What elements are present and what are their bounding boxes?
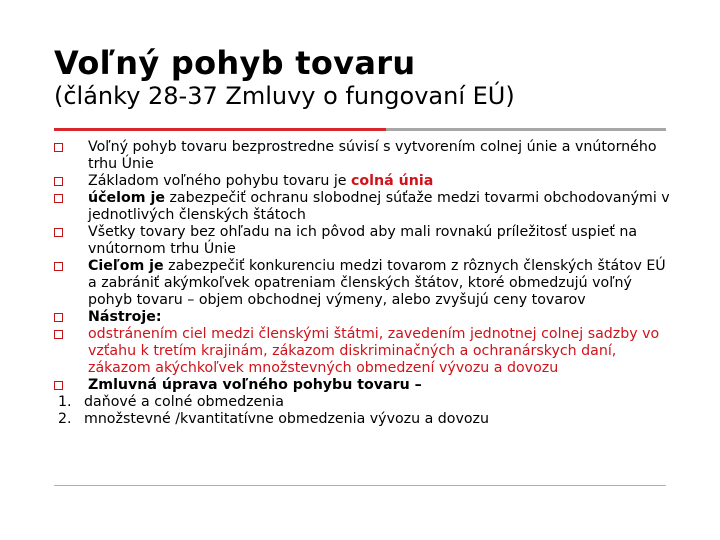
square-bullet-icon (54, 177, 63, 186)
item-bold-text: Cieľom je (88, 258, 164, 274)
list-item (54, 309, 674, 326)
item-bold-text: účelom je (88, 190, 165, 206)
square-bullet-icon (54, 194, 63, 203)
square-bullet-icon (54, 313, 63, 322)
list-item (54, 377, 674, 394)
list-item (54, 224, 674, 258)
numbered-item (54, 394, 674, 411)
item-bold-text: Nástroje: (88, 309, 162, 325)
item-text: odstránením ciel medzi členskými štátmi, zavedením jednotnej colnej sadzby vo vzťahu k tretím krajinám, zákazom diskriminačných a ochranárskych daní, zákazom akýchkoľvek množstevných obmedzení vývozu a dovozu (88, 326, 660, 376)
numbered-item (54, 411, 674, 428)
item-text: daňové a colné obmedzenia (84, 394, 284, 410)
square-bullet-icon (54, 228, 63, 237)
footer-rule (54, 485, 666, 486)
list-item (54, 139, 674, 173)
slide-subtitle: (články 28-37 Zmluvy o fungovaní EÚ) (54, 82, 515, 110)
list-item (54, 326, 674, 377)
square-bullet-icon (54, 143, 63, 152)
item-bold-text: Zmluvná úprava voľného pohybu tovaru – (88, 377, 422, 393)
item-text: Všetky tovary bez ohľadu na ich pôvod aby mali rovnakú príležitosť uspieť na vnútornom trhu Únie (88, 224, 638, 257)
list-item (54, 173, 674, 190)
square-bullet-icon (54, 262, 63, 271)
item-text: množstevné /kvantitatívne obmedzenia vývozu a dovozu (84, 411, 489, 427)
highlight-text: colná únia (351, 173, 434, 189)
list-item (54, 258, 674, 309)
slide-body (54, 139, 674, 428)
title-rule-red (54, 128, 386, 131)
square-bullet-icon (54, 381, 63, 390)
item-number: 1. (58, 394, 72, 410)
item-text: Základom voľného pohybu tovaru je (88, 173, 352, 189)
list-item (54, 190, 674, 224)
slide-title: Voľný pohyb tovaru (54, 44, 416, 82)
item-text: zabezpečiť konkurenciu medzi tovarom z rôznych členských štátov EÚ a zabrániť akýmkoľvek opatreniam členských štátov, ktoré obmedzujú voľný pohyb tovaru – objem obchodnej výmeny, alebo zvyšujú ceny tovarov (88, 258, 666, 308)
title-rule-gray (386, 128, 666, 131)
item-text: Voľný pohyb tovaru bezprostredne súvisí s vytvorením colnej únie a vnútorného trhu Únie (88, 139, 657, 172)
square-bullet-icon (54, 330, 63, 339)
item-text: zabezpečiť ochranu slobodnej súťaže medzi tovarmi obchodovanými v jednotlivých členských štátoch (88, 190, 670, 223)
item-number: 2. (58, 411, 72, 427)
